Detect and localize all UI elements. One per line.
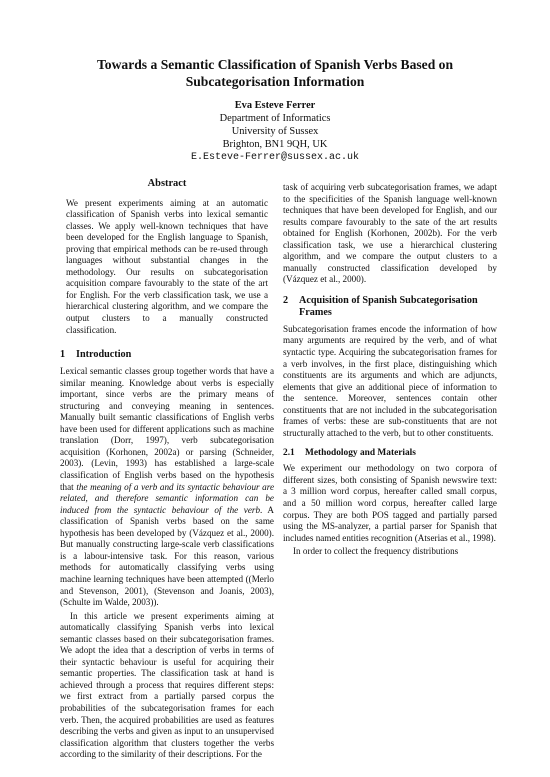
- title-line-2: Subcategorisation Information: [185, 74, 365, 89]
- right-column: [283, 182, 497, 558]
- section-1-p1-part-a: Lexical semantic classes group together words that have a similar meaning. Knowledge about verbs is especially important, since verbs are the primary means of structuring and conveying meaning in sentences. Manually built semantic classifications of English verbs have been used for different applications such as machine translation (Dorr, 1997), verb subcategorisation acquisition (Korhonen, 2002a) or parsing (Schneider, 2003). (Levin, 1993) has established a large-scale classification of English verbs based on the hypothesis that: [60, 366, 274, 492]
- section-1-paragraph-2-continued: task of acquiring verb subcategorisation frames, we adapt to the specificities of the Spanish language well-known techniques that have been developed for English, and our results compare favourably to the sate of the art results obtained for English (Korhonen, 2002b). For the verb classification task, we use a hierarchical clustering algorithm, and we compare the output clusters to a manually constructed classification developed by (Vázquez et al., 2000).: [283, 182, 497, 285]
- section-1-p1-emphasis: the meaning of a verb and its syntactic behaviour are related, and therefore semantic information can be induced from the syntactic behaviour of the verb: [60, 481, 275, 515]
- author-address: Brighton, BN1 9QH, UK: [222, 138, 328, 150]
- section-2-heading: [283, 295, 497, 319]
- section-2-1-number: 2.1: [283, 448, 295, 459]
- author-affiliation-1: Department of Informatics: [219, 112, 331, 124]
- author-email: E.Esteve-Ferrer@sussex.ac.uk: [190, 151, 360, 163]
- section-2-1-title: Methodology and Materials: [305, 448, 416, 459]
- section-1-heading: [60, 349, 274, 361]
- abstract-heading: Abstract: [147, 178, 187, 189]
- section-1-number: 1: [60, 349, 66, 361]
- section-2-number: 2: [283, 294, 289, 306]
- section-1-title: Introduction: [76, 349, 132, 361]
- section-2-title: Acquisition of Spanish Subcategorisation Frames: [299, 294, 478, 318]
- section-1-p1-part-b: . A classification of Spanish verbs based on the same hypothesis has been developed by (Vázquez et al., 2000). But manually constructing large-scale verb classifications is a labour-intensive task. For this reason, various methods for automatically classifying verbs using machine learning techniques have been attempted ((Merlo and Stevenson, 2001), (Stevenson and Joanis, 2003), (Schulte im Walde, 2003)).: [60, 504, 274, 608]
- section-2-1-paragraph-2: In order to collect the frequency distributions: [293, 546, 459, 557]
- left-column: [60, 178, 274, 761]
- section-1-paragraph-1: [60, 366, 274, 608]
- abstract-text: We present experiments aiming at an automatic classification of Spanish verbs into lexical semantic classes. We apply well-known techniques that have been developed for the English language to Spanish, proving that empirical methods can be re-used through languages without substantial changes in the methodology. Our results on subcategorisation acquisition compare favourably to the state of the art for English. For the verb classification task, we use a hierarchical clustering algorithm, and we compare the output clusters to a manually constructed classification.: [66, 197, 268, 335]
- author-block: [100, 100, 450, 165]
- section-2-1-paragraph-1: We experiment our methodology on two corpora of different sizes, both consisting of Spanish newswire text: a 3 million word corpus, hereafter called small corpus, and a 50 million word corpus, hereafter called large corpus. They are both POS tagged and partially parsed using the MS-analyzer, a partial parser for Spanish that includes named entities recognition (Atserias et al., 1998).: [283, 463, 497, 543]
- title-line-1: Towards a Semantic Classification of Spanish Verbs Based on: [96, 57, 454, 72]
- section-2-1-heading: [283, 447, 497, 459]
- author-affiliation-2: University of Sussex: [231, 125, 319, 137]
- paper-title: [60, 56, 490, 90]
- author-name: Eva Esteve Ferrer: [234, 100, 316, 111]
- section-1-paragraph-2-start: In this article we present experiments aiming at automatically classifying Spanish verbs into lexical semantic classes based on their subcategorisation frames. We adopt the idea that a description of verbs in terms of their syntactic behaviour is useful for acquiring their semantic properties. The classification task at hand is achieved through a process that requires different steps: we first extract from a partially parsed corpus the probabilities of the subcategorisation frames for each verb. Then, the acquired probabilities are used as features describing the verbs and given as input to an unsupervised classification algorithm that clusters together the verbs according to the similarity of their descriptions. For the: [60, 610, 274, 760]
- section-2-paragraph-1: Subcategorisation frames encode the information of how many arguments are required by the verb, and of what syntactic type. Acquiring the subcategorisation frames for a verb involves, in the first place, distinguishing which constituents are its arguments and which are adjuncts, elements that give an additional piece of information to the sentence. Moreover, sentences contain other constituents that are not included in the subcategorisation frames of verbs: these are sub-constituents that are not structurally attached to the verb, but to other constituents.: [283, 323, 497, 438]
